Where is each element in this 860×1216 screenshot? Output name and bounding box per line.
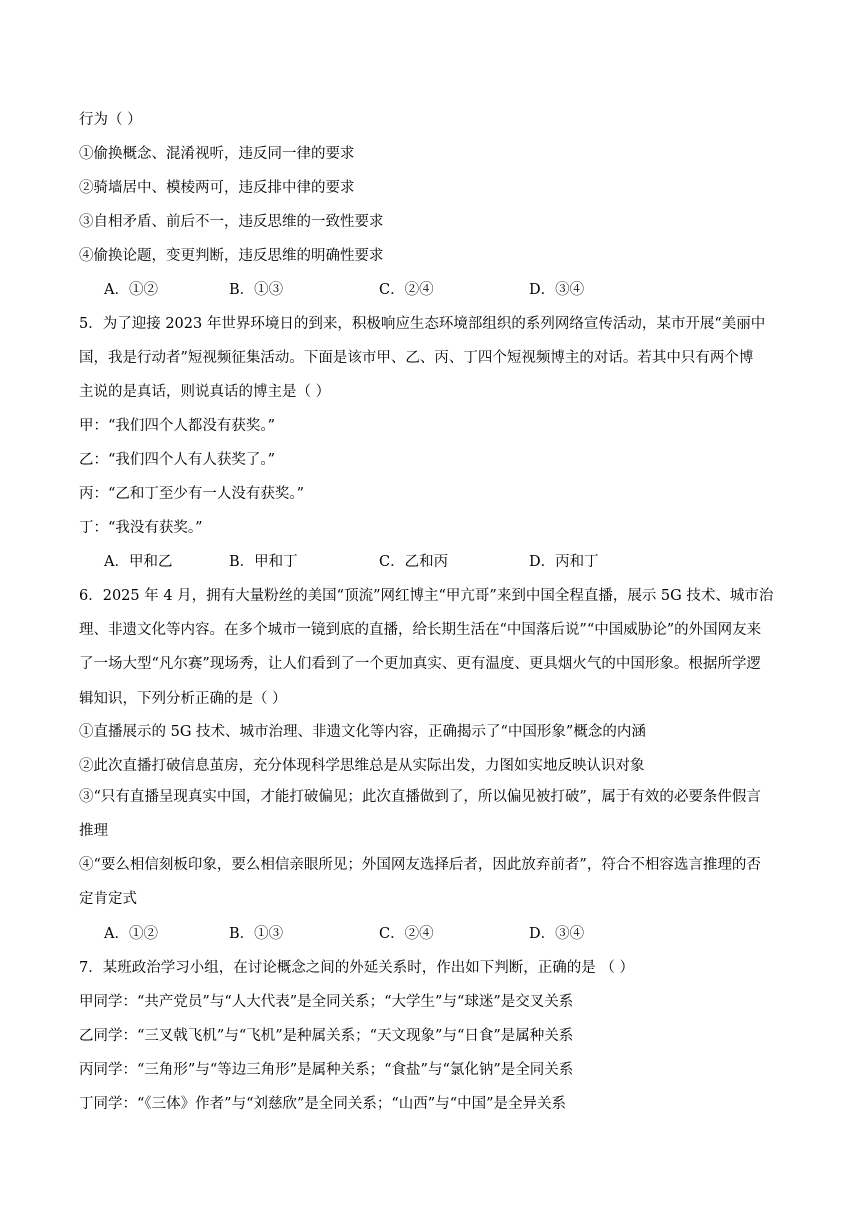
q5-stem-line: 国，我是行动者”短视频征集活动。下面是该市甲、乙、丙、丁四个短视频博主的对话。若其中只有两个博 (79, 350, 754, 367)
q6-stem-line: 辑知识，下列分析正确的是（ ） (79, 690, 287, 707)
q4-option-d: D．③④ (529, 282, 585, 298)
q6-item-1: ①直播展示的 5G 技术、城市治理、非遗文化等内容，正确揭示了“中国形象”概念的内涵 (79, 724, 646, 740)
q5-item-4: 丁：“我没有获奖。” (79, 520, 203, 536)
q4-item-2: ②骑墙居中、模棱两可，违反排中律的要求 (79, 180, 355, 196)
q6-stem (79, 579, 783, 716)
q7-item-3: 丙同学：“三角形”与“等边三角形”是属种关系；“食盐”与“氯化钠”是全同关系 (79, 1062, 574, 1078)
q4-option-a: A．①② (104, 282, 158, 298)
q5-stem (79, 307, 783, 410)
q5-option-d: D．丙和丁 (529, 554, 599, 570)
q4-option-c: C．②④ (379, 282, 434, 298)
q5-stem-line: 主说的是真话，则说真话的博主是（ ） (79, 384, 331, 401)
q7-item-2: 乙同学：“三叉戟飞机”与“飞机”是种属关系；“天文现象”与“日食”是属种关系 (79, 1028, 574, 1044)
q4-item-1: ①偷换概念、混淆视听，违反同一律的要求 (79, 146, 355, 162)
q4-item-4: ④偷换论题，变更判断，违反思维的明确性要求 (79, 248, 384, 264)
q6-stem-line: 了一场大型“凡尔赛”现场秀，让人们看到了一个更加真实、更有温度、更具烟火气的中国形象。根据所学逻 (79, 656, 761, 673)
q6-item-2: ②此次直播打破信息茧房，充分体现科学思维总是从实际出发，力图如实地反映认识对象 (79, 758, 645, 774)
q5-stem-line: 5．为了迎接 2023 年世界环境日的到来，积极响应生态环境部组织的系列网络宣传活动，某市开展“美丽中 (79, 316, 766, 332)
q5-item-2: 乙：“我们四个人有人获奖了。” (79, 452, 276, 468)
q5-option-a: A．甲和乙 (104, 554, 173, 570)
q6-option-d: D．③④ (529, 926, 585, 942)
q4-stem-tail: 行为（ ） (79, 112, 142, 128)
q6-stem-line: 理、非遗文化等内容。在多个城市一镜到底的直播，给长期生活在“中国落后说”“中国威胁论”的外国网友来 (79, 622, 762, 639)
q5-item-3: 丙：“乙和丁至少有一人没有获奖。” (79, 486, 305, 502)
q5-option-b: B．甲和丁 (229, 554, 298, 570)
q4-item-3: ③自相矛盾、前后不一，违反思维的一致性要求 (79, 214, 384, 230)
q6-item-4: ④“要么相信刻板印象，要么相信亲眼所见；外国网友选择后者，因此放弃前者”，符合不相容选言推理的否 定肯定式 (79, 857, 761, 908)
q6-item-3: ③“只有直播呈现真实中国，才能打破偏见；此次直播做到了，所以偏见被打破”，属于有效的必要条件假言 推理 (79, 789, 761, 840)
q7-item-4: 丁同学：“《三体》作者”与“刘慈欣”是全同关系；“山西”与“中国”是全异关系 (79, 1096, 567, 1112)
q7-stem: 7．某班政治学习小组，在讨论概念之间的外延关系时，作出如下判断，正确的是 （ ） (79, 960, 634, 976)
q6-option-b: B．①③ (229, 926, 284, 942)
q5-item-1: 甲：“我们四个人都没有获奖。” (79, 418, 276, 434)
q7-item-1: 甲同学：“共产党员”与“人大代表”是全同关系；“大学生”与“球迷”是交叉关系 (79, 994, 574, 1010)
q6-stem-line: 6．2025 年 4 月，拥有大量粉丝的美国“顶流”网红博主“甲亢哥”来到中国全程直播，展示 5G 技术、城市治 (79, 588, 774, 604)
q6-option-c: C．②④ (379, 926, 434, 942)
q6-option-a: A．①② (104, 926, 158, 942)
q4-option-b: B．①③ (229, 282, 284, 298)
q5-option-c: C．乙和丙 (379, 554, 449, 570)
